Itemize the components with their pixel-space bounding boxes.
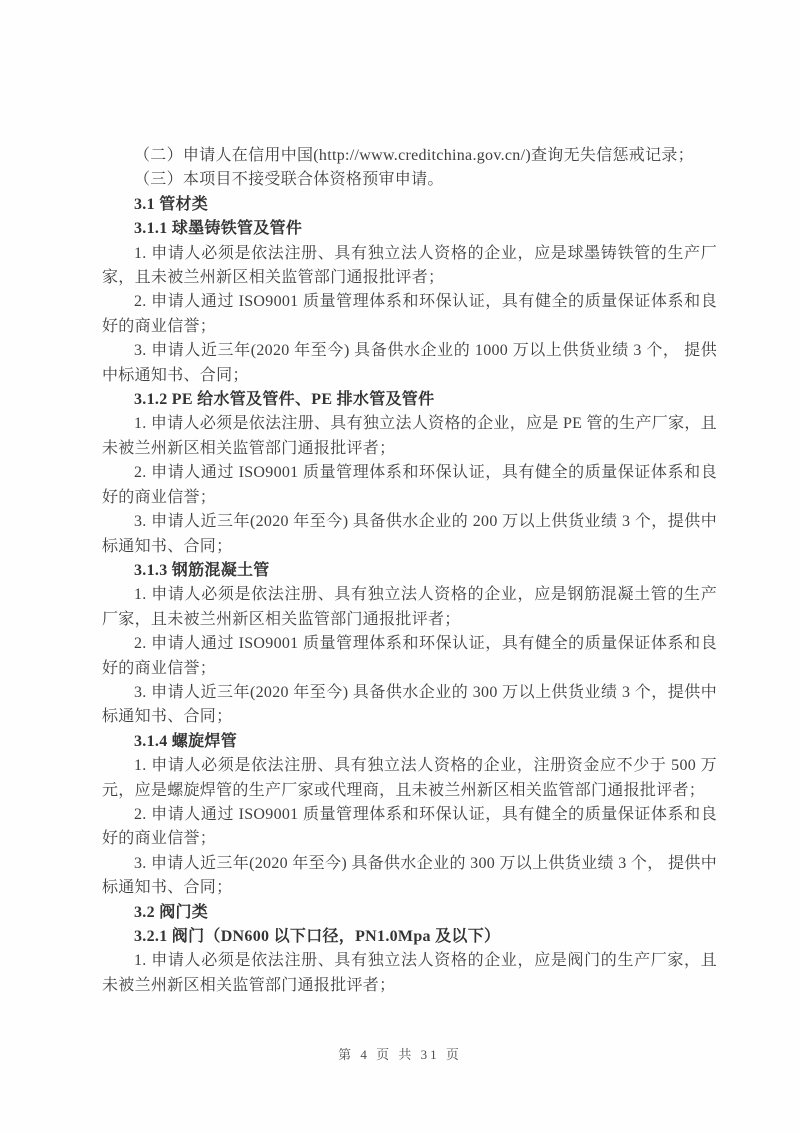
req-3-1-3-item-3: 3. 申请人近三年(2020 年至今) 具备供水企业的 300 万以上供货业绩 3 个，提供中标通知书、合同； <box>102 683 717 726</box>
req-3-1-3-item-2: 2. 申请人通过 ISO9001 质量管理体系和环保认证，具有健全的质量保证体系和良好的商业信誉； <box>102 635 717 677</box>
heading-3-2-valves: 3.2 阀门类 <box>134 903 209 921</box>
clause-2-credit-china-check: （二）申请人在信用中国(http://www.creditchina.gov.cn/)查询无失信惩戒记录； <box>134 147 694 164</box>
page-number-footer: 第 4 页 共 31 页 <box>338 1047 462 1062</box>
req-3-1-4-item-1: 1. 申请人必须是依法注册、具有独立法人资格的企业，注册资金应不少于 500 万元，应是螺旋焊管的生产厂家或代理商，且未被兰州新区相关监管部门通报批评者； <box>102 757 717 799</box>
req-3-1-2-item-1: 1. 申请人必须是依法注册、具有独立法人资格的企业，应是 PE 管的生产厂家，且未被兰州新区相关监管部门通报批评者； <box>102 415 717 457</box>
heading-3-1-2-pe-pipe: 3.1.2 PE 给水管及管件、PE 排水管及管件 <box>134 391 435 409</box>
req-3-1-2-item-3: 3. 申请人近三年(2020 年至今) 具备供水企业的 200 万以上供货业绩 3 个，提供中标通知书、合同； <box>102 513 717 555</box>
heading-3-1-pipe-materials: 3.1 管材类 <box>134 195 209 213</box>
heading-3-1-4-spiral-welded-pipe: 3.1.4 螺旋焊管 <box>134 732 237 750</box>
req-3-1-1-item-1: 1. 申请人必须是依法注册、具有独立法人资格的企业，应是球墨铸铁管的生产厂家，且未被兰州新区相关监管部门通报批评者； <box>102 244 717 287</box>
req-3-1-1-item-2: 2. 申请人通过 ISO9001 质量管理体系和环保认证，具有健全的质量保证体系和良好的商业信誉； <box>102 293 717 335</box>
document-body <box>102 144 717 998</box>
req-3-1-2-item-2: 2. 申请人通过 ISO9001 质量管理体系和环保认证，具有健全的质量保证体系和良好的商业信誉； <box>102 464 717 506</box>
clause-3-no-consortium: （三）本项目不接受联合体资格预审申请。 <box>134 171 444 189</box>
req-3-1-4-item-3: 3. 申请人近三年(2020 年至今) 具备供水企业的 300 万以上供货业绩 3 个， 提供中标通知书、合同； <box>102 854 717 897</box>
req-3-1-3-item-1: 1. 申请人必须是依法注册、具有独立法人资格的企业，应是钢筋混凝土管的生产厂家，且未被兰州新区相关监管部门通报批评者； <box>102 586 717 628</box>
req-3-1-1-item-3: 3. 申请人近三年(2020 年至今) 具备供水企业的 1000 万以上供货业绩 3 个， 提供中标通知书、合同； <box>102 342 717 384</box>
heading-3-1-3-reinforced-concrete-pipe: 3.1.3 钢筋混凝土管 <box>134 561 270 579</box>
req-3-1-4-item-2: 2. 申请人通过 ISO9001 质量管理体系和环保认证，具有健全的质量保证体系和良好的商业信誉； <box>102 805 717 848</box>
heading-3-2-1-valve-dn600: 3.2.1 阀门（DN600 以下口径，PN1.0Mpa 及以下） <box>134 928 501 945</box>
req-3-2-1-item-1: 1. 申请人必须是依法注册、具有独立法人资格的企业，应是阀门的生产厂家，且未被兰州新区相关监管部门通报批评者； <box>102 952 717 994</box>
heading-3-1-1-ductile-iron-pipe: 3.1.1 球墨铸铁管及管件 <box>134 220 303 238</box>
